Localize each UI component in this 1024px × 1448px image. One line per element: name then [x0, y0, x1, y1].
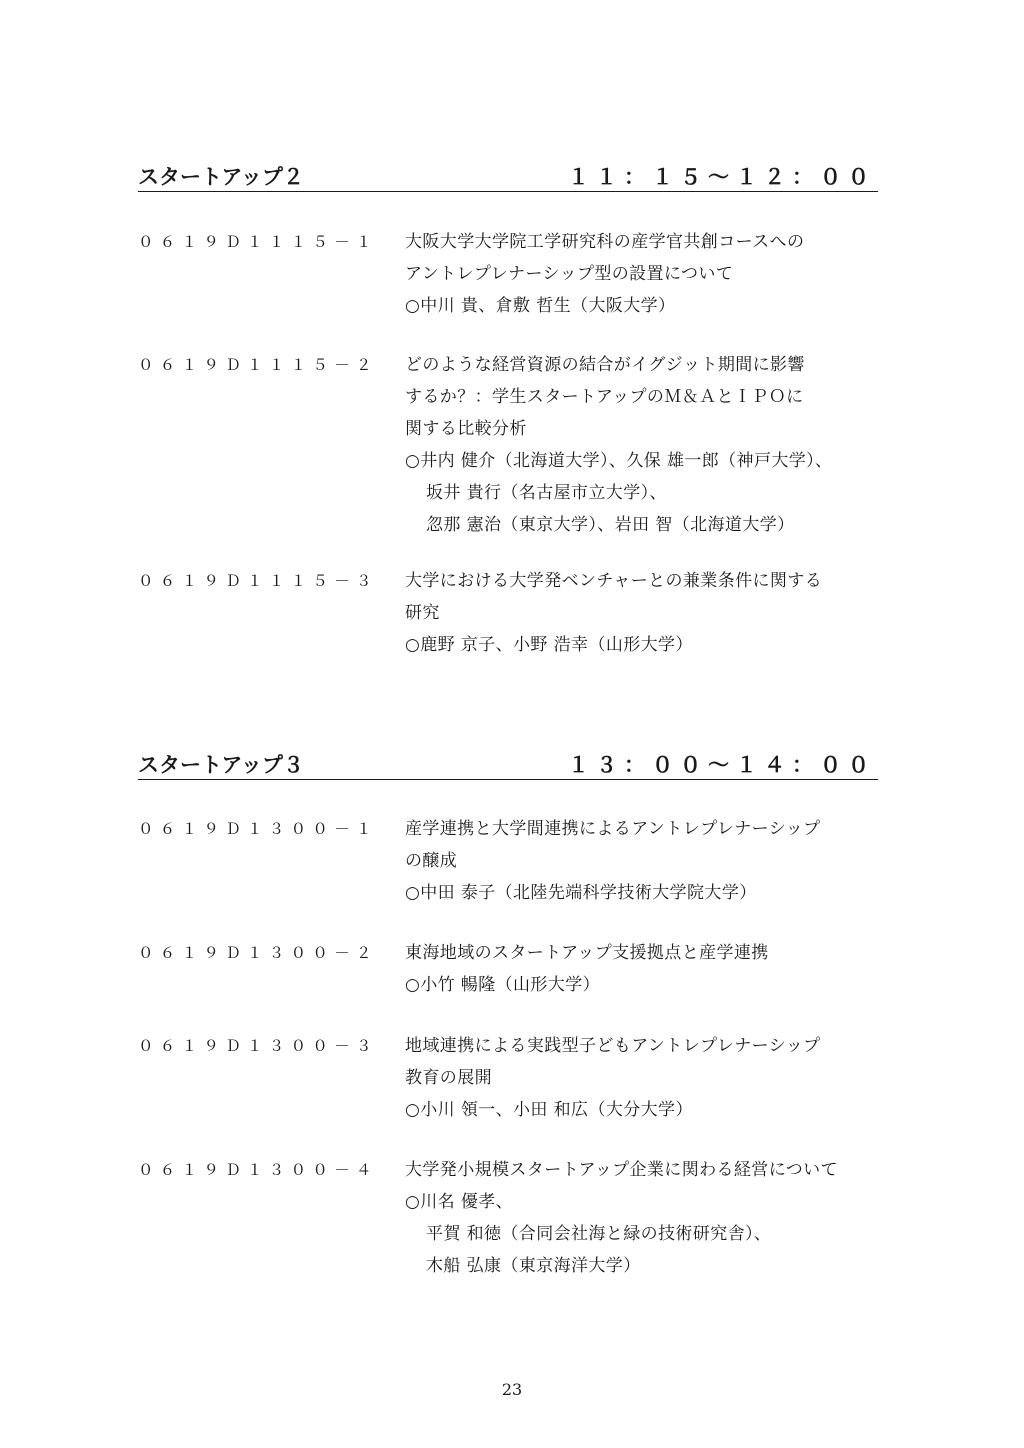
session-header	[138, 749, 878, 780]
entry-authors-line: 坂井 貴行（名古屋市立大学）、	[426, 483, 667, 503]
entry-body	[405, 349, 965, 541]
session-header	[138, 161, 878, 192]
entry-authors-line: ○小川 領一、小田 和広（大分大学）	[405, 1100, 693, 1120]
entry-title-line: 研究	[405, 603, 440, 623]
entry-title-line: どのような経営資源の結合がイグジット期間に影響	[405, 355, 805, 375]
entry-title-line: 地域連携による実践型子どもアントレプレナーシップ	[405, 1036, 821, 1056]
entry-title-line: するか？：学生スタートアップのＭ＆ＡとＩＰＯに	[405, 387, 804, 407]
entry-title-line: 東海地域のスタートアップ支援拠点と産学連携	[405, 943, 769, 963]
entry-authors-line: ○小竹 暢隆（山形大学）	[405, 975, 601, 995]
entry-authors-line: ○鹿野 京子、小野 浩幸（山形大学）	[405, 635, 693, 655]
entry-body	[405, 226, 965, 322]
entry-body	[405, 1030, 965, 1126]
entry-authors-line: ○川名 優孝、	[405, 1192, 514, 1212]
entry-title-line: 産学連携と大学間連携によるアントレプレナーシップ	[405, 819, 821, 839]
page-number: 23	[501, 1380, 523, 1399]
entry-authors-line: ○中田 泰子（北陸先端科学技術大学院大学）	[405, 883, 757, 903]
entry-title-line: 関する比較分析	[405, 419, 527, 439]
entry-title-line: 大阪大学大学院工学研究科の産学官共創コースへの	[405, 232, 805, 252]
entry-id: ０６１９Ｄ１１１５－３	[138, 572, 378, 590]
entry-authors-line: ○井内 健介（北海道大学）、久保 雄一郎（神戸大学）、	[405, 451, 833, 471]
entry-body	[405, 813, 965, 909]
entry-authors-line: 木船 弘康（東京海洋大学）	[426, 1256, 641, 1276]
entry-id: ０６１９Ｄ１３００－１	[138, 820, 378, 838]
session-time: １３：００～１４：００	[568, 753, 876, 777]
entry-authors-line: 忽那 憲治（東京大学）、岩田 智（北海道大学）	[426, 515, 795, 535]
entry-body	[405, 1154, 965, 1282]
entry-title-line: の醸成	[405, 851, 458, 871]
entry-id: ０６１９Ｄ１３００－３	[138, 1037, 378, 1055]
entry-id: ０６１９Ｄ１１１５－１	[138, 233, 378, 251]
entry-title-line: 大学発小規模スタートアップ企業に関わる経営について	[405, 1160, 838, 1180]
entry-title-line: 大学における大学発ベンチャーとの兼業条件に関する	[405, 571, 823, 591]
entry-authors-line: 平賀 和徳（合同会社海と緑の技術研究舎）、	[426, 1224, 772, 1244]
entry-id: ０６１９Ｄ１３００－２	[138, 944, 378, 962]
session-title: スタートアップ２	[138, 165, 304, 189]
session-time: １１：１５～１２：００	[568, 165, 876, 189]
session-title: スタートアップ３	[138, 753, 304, 777]
entry-authors-line: ○中川 貴、倉敷 哲生（大阪大学）	[405, 296, 676, 316]
entry-body	[405, 565, 965, 661]
entry-title-line: 教育の展開	[405, 1068, 492, 1088]
entry-id: ０６１９Ｄ１３００－４	[138, 1161, 378, 1179]
entry-body	[405, 937, 965, 1001]
entry-id: ０６１９Ｄ１１１５－２	[138, 356, 378, 374]
entry-title-line: アントレプレナーシップ型の設置について	[405, 264, 734, 284]
